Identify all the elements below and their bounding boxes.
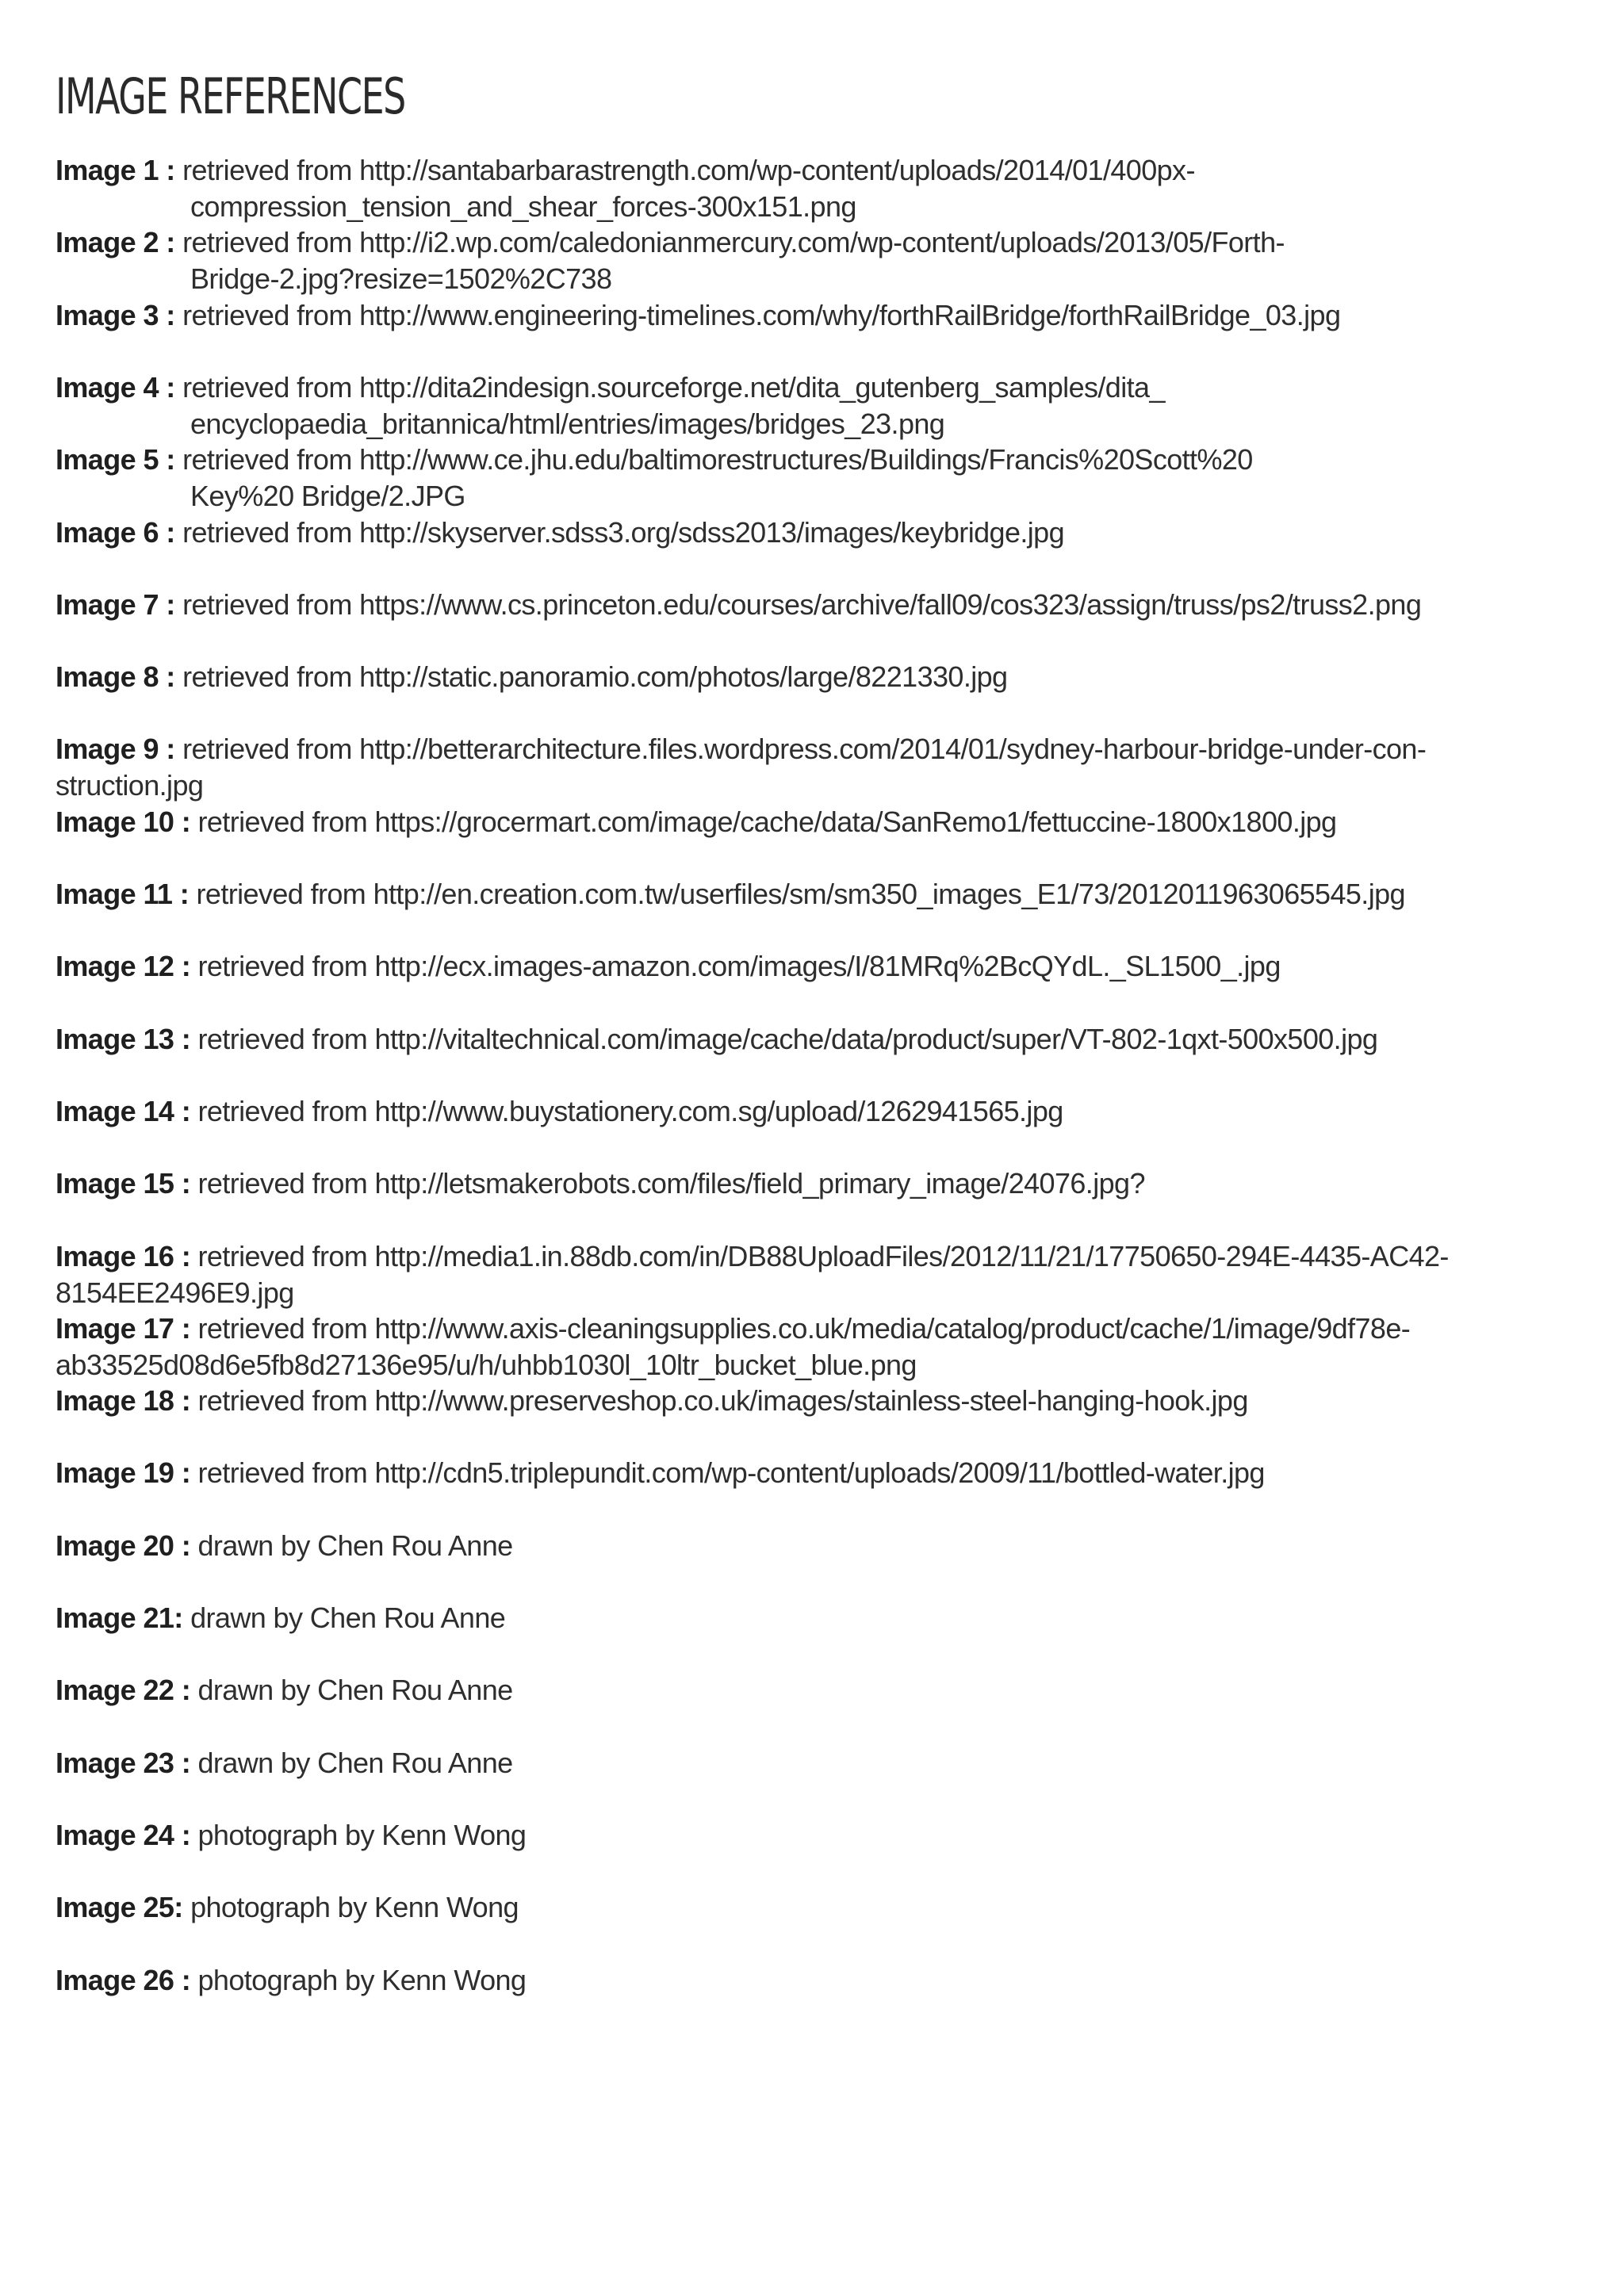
reference-item xyxy=(56,804,1336,840)
reference-continuation: Bridge-2.jpg?resize=1502%2C738 xyxy=(190,262,612,295)
reference-label: Image 9 : xyxy=(56,733,175,765)
reference-text: retrieved from http://betterarchitecture.files.wordpress.com/2014/01/sydney-harbour-bridge-under-con- xyxy=(174,733,1427,765)
reference-item xyxy=(56,948,1281,985)
reference-label: Image 22 : xyxy=(56,1674,191,1706)
reference-label: Image 14 : xyxy=(56,1095,191,1127)
reference-label: Image 23 : xyxy=(56,1747,191,1779)
reference-item xyxy=(56,1093,1063,1130)
reference-label: Image 8 : xyxy=(56,660,175,693)
reference-label: Image 26 : xyxy=(56,1964,191,1996)
reference-item xyxy=(56,152,1195,225)
reference-item xyxy=(56,1238,1449,1311)
reference-text: retrieved from http://ecx.images-amazon.com/images/I/81MRq%2BcQYdL._SL1500_.jpg xyxy=(190,950,1281,982)
reference-label: Image 4 : xyxy=(56,371,175,404)
reference-text: retrieved from http://santabarbarastrength.com/wp-content/uploads/2014/01/400px- xyxy=(174,154,1195,186)
reference-item xyxy=(56,587,1421,623)
reference-text: retrieved from http://www.ce.jhu.edu/baltimorestructures/Buildings/Francis%20Scott%20 xyxy=(174,443,1253,476)
reference-label: Image 11 : xyxy=(56,878,190,910)
reference-text: retrieved from http://letsmakerobots.com/files/field_primary_image/24076.jpg? xyxy=(190,1167,1145,1200)
reference-text: photograph by Kenn Wong xyxy=(182,1891,519,1923)
reference-continuation: ab33525d08d6e5fb8d27136e95/u/h/uhbb1030l_10ltr_bucket_blue.png xyxy=(56,1349,917,1381)
reference-continuation: 8154EE2496E9.jpg xyxy=(56,1276,294,1309)
reference-label: Image 16 : xyxy=(56,1240,191,1272)
reference-item xyxy=(56,1311,1410,1383)
reference-item xyxy=(56,1455,1265,1491)
reference-item xyxy=(56,1600,505,1636)
reference-text: drawn by Chen Rou Anne xyxy=(182,1601,506,1634)
reference-continuation: compression_tension_and_shear_forces-300x151.png xyxy=(190,190,856,223)
reference-item xyxy=(56,659,1007,695)
reference-item xyxy=(56,442,1253,515)
page xyxy=(56,55,1594,1996)
reference-item xyxy=(56,1383,1248,1419)
reference-label: Image 24 : xyxy=(56,1819,191,1851)
reference-label: Image 18 : xyxy=(56,1384,191,1417)
reference-item xyxy=(56,731,1426,804)
reference-text: retrieved from http://i2.wp.com/caledonianmercury.com/wp-content/uploads/2013/05/Forth- xyxy=(174,226,1285,258)
reference-label: Image 5 : xyxy=(56,443,175,476)
reference-label: Image 13 : xyxy=(56,1023,191,1055)
reference-item xyxy=(56,1889,519,1926)
reference-item xyxy=(56,224,1285,297)
reference-text: drawn by Chen Rou Anne xyxy=(190,1674,513,1706)
reference-text: photograph by Kenn Wong xyxy=(190,1819,527,1851)
reference-item xyxy=(56,369,1165,442)
reference-text: photograph by Kenn Wong xyxy=(190,1964,527,1996)
reference-label: Image 25: xyxy=(56,1891,183,1923)
reference-item xyxy=(56,1745,513,1781)
reference-text: retrieved from http://vitaltechnical.com/image/cache/data/product/super/VT-802-1qxt-500x500.jpg xyxy=(190,1023,1378,1055)
reference-item xyxy=(56,1165,1145,1202)
reference-label: Image 2 : xyxy=(56,226,175,258)
reference-label: Image 10 : xyxy=(56,806,191,838)
reference-text: retrieved from https://grocermart.com/image/cache/data/SanRemo1/fettuccine-1800x1800.jpg xyxy=(190,806,1337,838)
reference-label: Image 15 : xyxy=(56,1167,191,1200)
reference-item xyxy=(56,1672,513,1709)
reference-text: retrieved from http://static.panoramio.com/photos/large/8221330.jpg xyxy=(174,660,1008,693)
reference-label: Image 20 : xyxy=(56,1529,191,1562)
reference-continuation: encyclopaedia_britannica/html/entries/images/bridges_23.png xyxy=(190,408,945,440)
reference-label: Image 1 : xyxy=(56,154,175,186)
reference-label: Image 17 : xyxy=(56,1312,191,1345)
reference-text: retrieved from http://en.creation.com.tw/userfiles/sm/sm350_images_E1/73/2012011963065545.jpg xyxy=(189,878,1405,910)
reference-text: retrieved from http://www.preserveshop.co.uk/images/stainless-steel-hanging-hook.jpg xyxy=(190,1384,1248,1417)
reference-label: Image 3 : xyxy=(56,299,175,331)
reference-text: drawn by Chen Rou Anne xyxy=(190,1747,513,1779)
reference-item xyxy=(56,1528,513,1564)
reference-label: Image 7 : xyxy=(56,588,175,621)
reference-item xyxy=(56,1962,526,1999)
reference-text: retrieved from http://www.axis-cleaningsupplies.co.uk/media/catalog/product/cache/1/image/9df78e- xyxy=(190,1312,1411,1345)
reference-text: retrieved from http://skyserver.sdss3.org/sdss2013/images/keybridge.jpg xyxy=(174,516,1065,549)
reference-item xyxy=(56,876,1405,913)
reference-item xyxy=(56,515,1064,551)
reference-text: retrieved from http://www.buystationery.com.sg/upload/1262941565.jpg xyxy=(190,1095,1063,1127)
reference-item xyxy=(56,1817,526,1854)
reference-label: Image 12 : xyxy=(56,950,191,982)
reference-continuation: struction.jpg xyxy=(56,769,204,802)
reference-continuation: Key%20 Bridge/2.JPG xyxy=(190,480,465,512)
reference-item xyxy=(56,297,1340,334)
reference-text: drawn by Chen Rou Anne xyxy=(190,1529,513,1562)
reference-text: retrieved from http://www.engineering-timelines.com/why/forthRailBridge/forthRailBridge_03.jpg xyxy=(174,299,1341,331)
reference-text: retrieved from http://media1.in.88db.com/in/DB88UploadFiles/2012/11/21/17750650-294E-4435-AC42- xyxy=(190,1240,1449,1272)
page-title: IMAGE REFERENCES xyxy=(56,67,405,125)
reference-text: retrieved from http://cdn5.triplepundit.com/wp-content/uploads/2009/11/bottled-water.jpg xyxy=(190,1456,1265,1489)
reference-label: Image 21: xyxy=(56,1601,183,1634)
reference-text: retrieved from http://dita2indesign.sourceforge.net/dita_gutenberg_samples/dita_ xyxy=(174,371,1165,404)
reference-item xyxy=(56,1021,1377,1058)
reference-text: retrieved from https://www.cs.princeton.edu/courses/archive/fall09/cos323/assign/truss/ps2/truss2.png xyxy=(174,588,1422,621)
reference-label: Image 6 : xyxy=(56,516,175,549)
reference-label: Image 19 : xyxy=(56,1456,191,1489)
